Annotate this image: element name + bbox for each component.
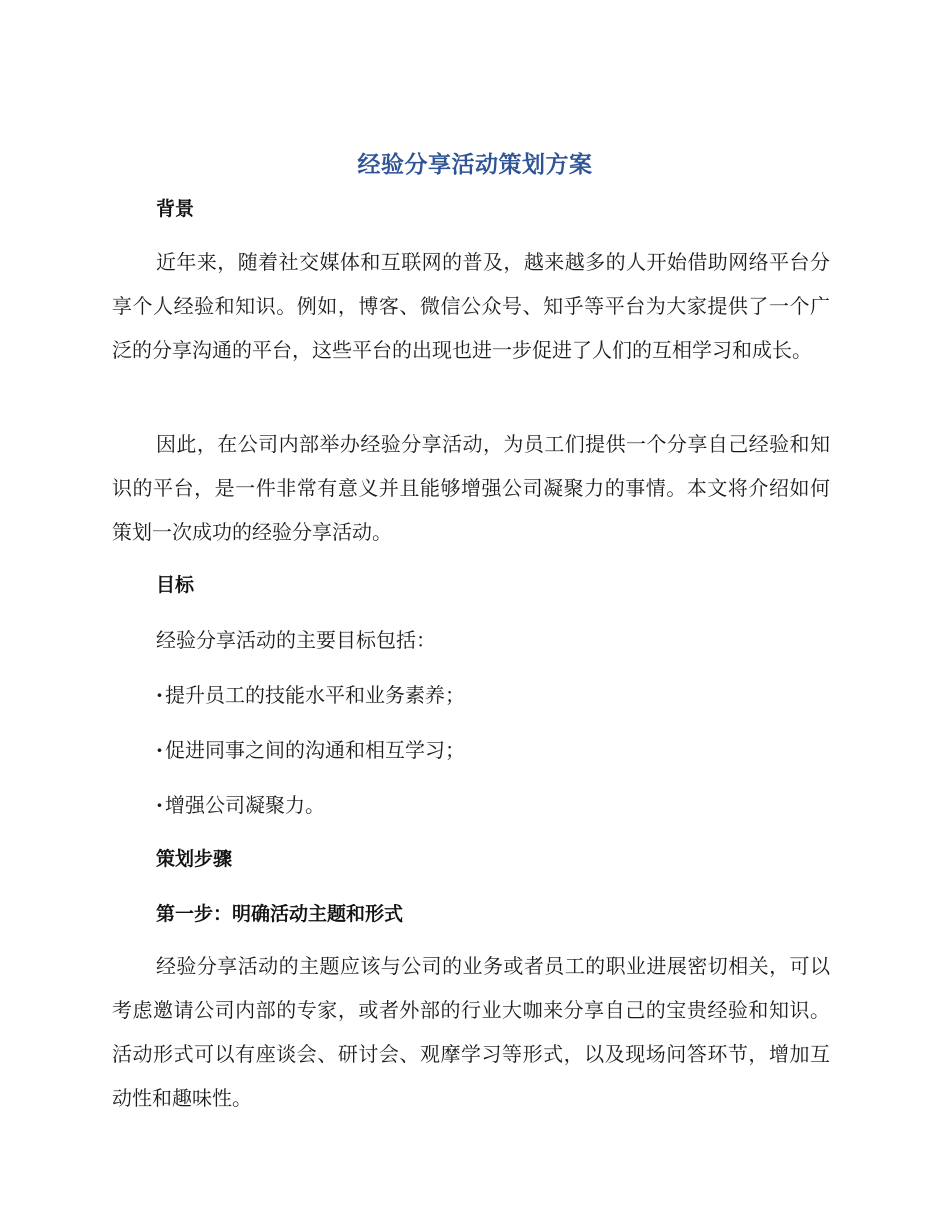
- goal-item-text: 增强公司凝聚力。: [164, 793, 325, 817]
- goal-list-item: [156, 679, 465, 708]
- goal-list-item: [156, 734, 465, 763]
- step1-paragraph: 经验分享活动的主题应该与公司的业务或者员工的职业进展密切相关，可以考虑邀请公司内部的专家，或者外部的行业大咖来分享自己的宝贵经验和知识。活动形式可以有座谈会、研讨会、观摩学习等形式，以及现场问答环节，增加互动性和趣味性。: [112, 954, 830, 1110]
- step1-heading: 第一步：明确活动主题和形式: [156, 903, 404, 925]
- background-paragraph-1: 近年来，随着社交媒体和互联网的普及，越来越多的人开始借助网络平台分享个人经验和知识。例如，博客、微信公众号、知乎等平台为大家提供了一个广泛的分享沟通的平台，这些平台的出现也进一步促进了人们的互相学习和成长。: [112, 250, 830, 362]
- background-paragraph-2: 因此，在公司内部举办经验分享活动，为员工们提供一个分享自己经验和知识的平台，是一件非常有意义并且能够增强公司凝聚力的事情。本文将介绍如何策划一次成功的经验分享活动。: [112, 432, 830, 544]
- bullet-icon: ·: [156, 793, 163, 817]
- section-heading-background: 背景: [156, 198, 195, 220]
- goal-item-text: 提升员工的技能水平和业务素养；: [164, 683, 465, 707]
- goal-item-text: 促进同事之间的沟通和相互学习；: [164, 738, 465, 762]
- goals-intro: 经验分享活动的主要目标包括：: [156, 628, 436, 652]
- bullet-icon: ·: [156, 683, 163, 707]
- document-title: 经验分享活动策划方案: [357, 152, 593, 178]
- section-heading-goals: 目标: [156, 574, 195, 596]
- bullet-icon: ·: [156, 738, 163, 762]
- section-heading-steps: 策划步骤: [156, 848, 233, 870]
- goal-list-item: [156, 789, 325, 818]
